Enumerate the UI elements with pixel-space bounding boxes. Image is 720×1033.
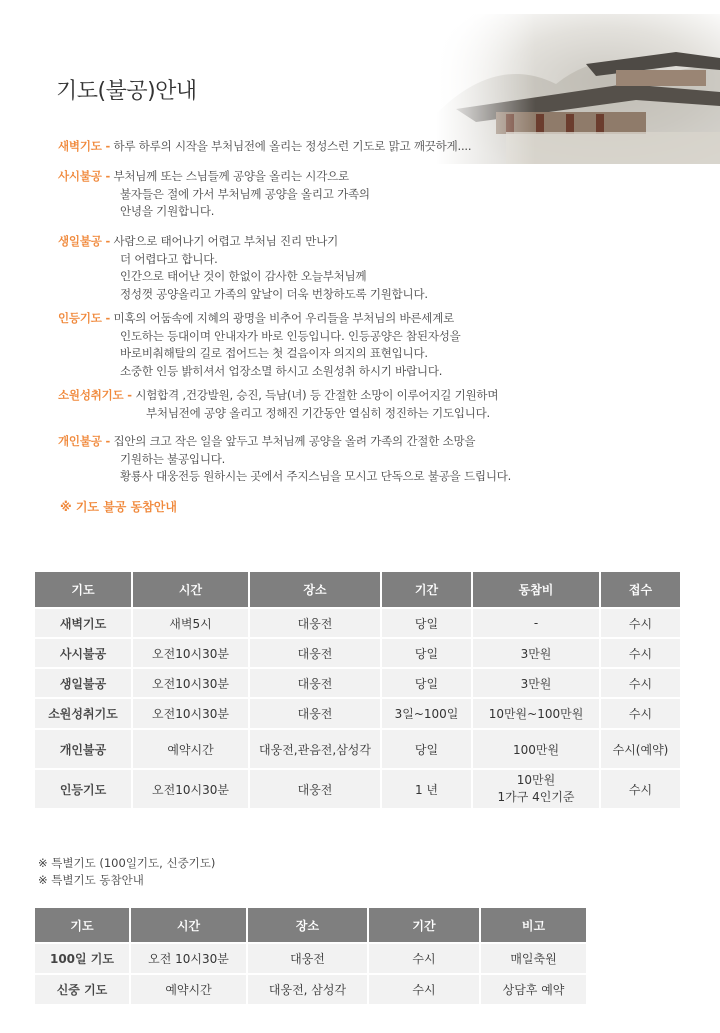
prayer-label: 생일불공 - [58, 234, 111, 248]
prayer-text: 바로비춰해탈의 길로 접어드는 첫 걸음이자 의지의 표현입니다. [120, 346, 428, 360]
prayer-text: 안녕을 기원합니다. [120, 204, 215, 218]
header-remark: 비고 [481, 908, 586, 942]
prayer-label: 새벽기도 - [58, 139, 111, 153]
header-time: 시간 [131, 908, 246, 942]
cell-time: 오전10시30분 [133, 639, 248, 667]
cell-time: 오전 10시30분 [131, 944, 246, 973]
cell-place: 대웅전 [250, 770, 380, 808]
prayer-text: 미혹의 어둠속에 지혜의 광명을 비추어 우리들을 부처님의 바른세계로 [113, 311, 455, 325]
cell-reception: 수시 [601, 609, 680, 637]
cell-period: 3일~100일 [382, 699, 471, 728]
prayer-text: 정성껏 공양올리고 가족의 앞날이 더욱 번창하도록 기원합니다. [120, 286, 428, 301]
prayer-text: 불자들은 절에 가서 부처님께 공양을 올리고 가족의 [120, 186, 370, 201]
cell-time: 오전10시30분 [133, 699, 248, 728]
prayer-text: 부처님전에 공양 올리고 정해진 기간동안 열심히 정진하는 기도입니다. [146, 405, 491, 420]
cell-prayer: 100일 기도 [35, 944, 129, 973]
special-prayer-table [33, 906, 588, 1006]
prayer-label: 소원성취기도 - [58, 388, 132, 402]
prayer-text: 소중한 인등 밝히셔서 업장소멸 하시고 소원성취 하시기 바랍니다. [120, 363, 443, 378]
cell-prayer: 개인불공 [35, 730, 131, 768]
cell-prayer: 새벽기도 [35, 609, 131, 637]
cell-reception: 수시(예약) [601, 730, 680, 768]
cell-place: 대웅전 [250, 699, 380, 728]
cell-remark: 매일축원 [481, 944, 586, 973]
prayer-text: 인간으로 태어난 것이 한없이 감사한 오늘부처님께 [120, 269, 367, 283]
cell-period: 수시 [369, 944, 479, 973]
header-prayer: 기도 [35, 572, 131, 607]
participation-notice: ※ 기도 불공 동참안내 [60, 500, 177, 514]
prayer-text: 더 어렵다고 합니다. [120, 251, 218, 266]
temple-header-image [436, 14, 720, 164]
page-title: 기도(불공)안내 [56, 79, 197, 104]
cell-prayer: 생일불공 [35, 669, 131, 697]
cell-period: 당일 [382, 609, 471, 637]
table-row [35, 609, 680, 637]
table-row [35, 669, 680, 697]
prayer-text: 기원하는 불공입니다. [120, 451, 226, 466]
cell-place: 대웅전 [250, 609, 380, 637]
prayer-text: 부처님께 또는 스님들께 공양을 올리는 시각으로 [113, 169, 349, 183]
cell-fee: 3만원 [473, 669, 599, 697]
cell-period: 당일 [382, 669, 471, 697]
table-row [35, 730, 680, 768]
prayer-label: 인등기도 - [58, 311, 111, 325]
table-row [35, 944, 586, 973]
header-fee: 동참비 [473, 572, 599, 607]
cell-place: 대웅전 [250, 669, 380, 697]
cell-time: 예약시간 [131, 975, 246, 1004]
special-prayer-notes [38, 855, 215, 889]
cell-fee: 10만원~100만원 [473, 699, 599, 728]
table-header-row [35, 572, 680, 607]
table-header-row [35, 908, 586, 942]
cell-fee: 10만원 1가구 4인기준 [473, 770, 599, 808]
prayer-label: 개인불공 - [58, 434, 111, 448]
special-prayer-subtitle: ※ 특별기도 동참안내 [38, 873, 144, 887]
header-place: 장소 [250, 572, 380, 607]
prayer-entry-private [58, 433, 511, 486]
table-row [35, 975, 586, 1004]
cell-fee: 3만원 [473, 639, 599, 667]
header-reception: 접수 [601, 572, 680, 607]
table-row [35, 770, 680, 808]
cell-period: 당일 [382, 730, 471, 768]
cell-time: 예약시간 [133, 730, 248, 768]
cell-place: 대웅전 [250, 639, 380, 667]
cell-prayer: 신중 기도 [35, 975, 129, 1004]
prayer-entry-sasi [58, 168, 370, 221]
cell-place: 대웅전 [248, 944, 367, 973]
cell-reception: 수시 [601, 639, 680, 667]
table-row [35, 699, 680, 728]
table-row [35, 639, 680, 667]
prayer-schedule-table [33, 570, 682, 810]
cell-place: 대웅전, 삼성각 [248, 975, 367, 1004]
special-prayer-title: ※ 특별기도 (100일기도, 신중기도) [38, 856, 216, 870]
prayer-entry-dawn [58, 138, 471, 156]
cell-period: 수시 [369, 975, 479, 1004]
prayer-entry-birthday [58, 233, 428, 303]
prayer-label: 사시불공 - [58, 169, 111, 183]
prayer-text: 시험합격 ,건강발원, 승진, 득남(녀) 등 간절한 소망이 이루어지길 기원하며 [135, 388, 499, 402]
cell-reception: 수시 [601, 770, 680, 808]
cell-prayer: 소원성취기도 [35, 699, 131, 728]
prayer-entry-wish [58, 387, 498, 422]
cell-time: 새벽5시 [133, 609, 248, 637]
cell-prayer: 사시불공 [35, 639, 131, 667]
cell-time: 오전10시30분 [133, 770, 248, 808]
cell-remark: 상담후 예약 [481, 975, 586, 1004]
header-period: 기간 [369, 908, 479, 942]
prayer-text: 하루 하루의 시작을 부처님전에 올리는 정성스런 기도로 맑고 깨끗하게.... [113, 139, 472, 153]
prayer-text: 인도하는 등대이며 안내자가 바로 인등입니다. 인등공양은 참된자성을 [120, 328, 461, 343]
cell-prayer: 인등기도 [35, 770, 131, 808]
cell-fee: - [473, 609, 599, 637]
header-time: 시간 [133, 572, 248, 607]
prayer-text: 황룡사 대웅전등 원하시는 곳에서 주지스님을 모시고 단독으로 불공을 드립니다. [120, 469, 512, 483]
prayer-text: 사람으로 태어나기 어렵고 부처님 진리 만나기 [113, 234, 339, 248]
cell-time: 오전10시30분 [133, 669, 248, 697]
header-period: 기간 [382, 572, 471, 607]
cell-period: 당일 [382, 639, 471, 667]
prayer-entry-lamp [58, 310, 461, 380]
header-place: 장소 [248, 908, 367, 942]
cell-place: 대웅전,관음전,삼성각 [250, 730, 380, 768]
prayer-text: 집안의 크고 작은 일을 앞두고 부처님께 공양을 올려 가족의 간절한 소망을 [113, 434, 476, 448]
header-prayer: 기도 [35, 908, 129, 942]
cell-reception: 수시 [601, 669, 680, 697]
cell-fee: 100만원 [473, 730, 599, 768]
cell-reception: 수시 [601, 699, 680, 728]
cell-period: 1 년 [382, 770, 471, 808]
